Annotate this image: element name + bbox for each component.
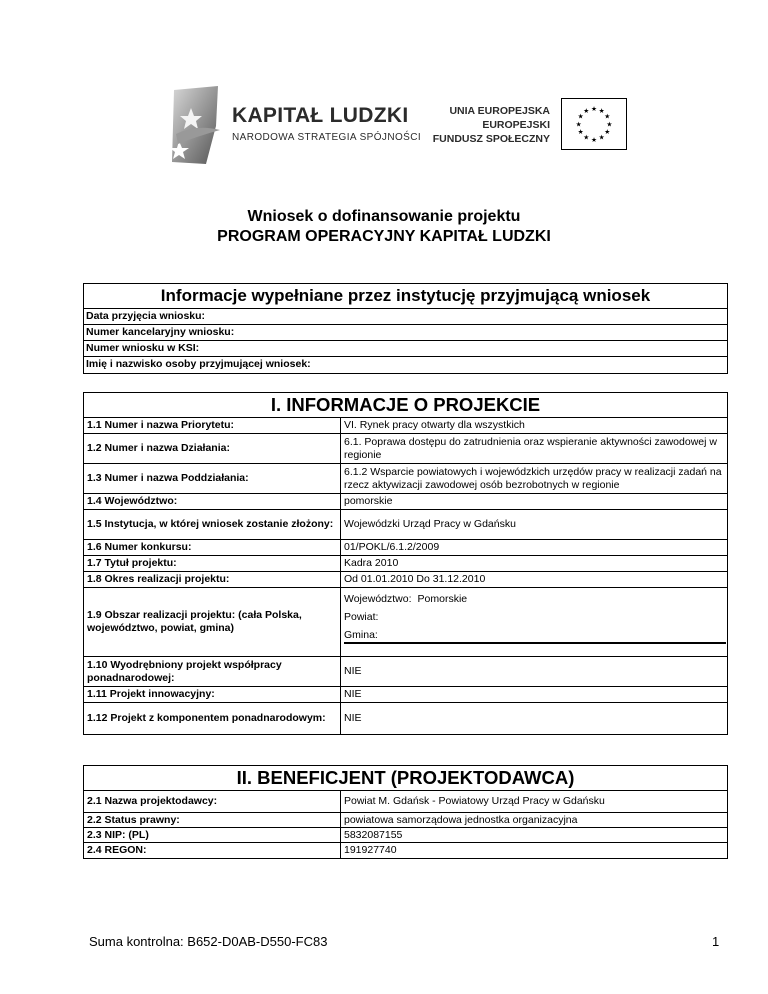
intake-label: Data przyjęcia wniosku: (86, 310, 206, 322)
intake-row-date (84, 309, 727, 325)
eu-star-icon: ★ (577, 112, 584, 121)
project-info-section (83, 392, 728, 735)
project-section-header: I. INFORMACJE O PROJEKCIE (84, 393, 727, 418)
row-value: Powiat M. Gdańsk - Powiatowy Urząd Pracy w Gdańsku (344, 795, 605, 807)
table-row (84, 418, 727, 434)
table-row (84, 464, 727, 494)
row-label: 1.1 Numer i nazwa Priorytetu: (84, 418, 341, 433)
eu-star-icon: ★ (590, 135, 598, 144)
row-value: 6.1.2 Wsparcie powiatowych i wojewódzkich urzędów pracy w realizacji zadań na rzecz aktywizacji zawodowej osób bezrobotnych w regionie (344, 465, 722, 491)
voivodeship-label: Województwo: (344, 593, 412, 605)
row-label: 2.2 Status prawny: (84, 813, 341, 827)
intake-label: Numer kancelaryjny wniosku: (86, 326, 235, 338)
row-value: Kadra 2010 (344, 557, 399, 569)
eu-star-icon: ★ (575, 120, 582, 129)
eu-star-icon: ★ (583, 107, 590, 116)
table-row (84, 540, 727, 556)
area-county (344, 608, 467, 626)
table-row (84, 657, 727, 687)
eu-star-icon: ★ (606, 120, 613, 129)
table-row (84, 572, 727, 588)
eu-star-icon: ★ (598, 133, 605, 142)
intake-row-receiver-name (84, 357, 727, 373)
table-row (84, 813, 727, 828)
project-area-values (341, 588, 727, 656)
intake-row-office-number (84, 325, 727, 341)
row-label: 1.11 Projekt innowacyjny: (84, 687, 341, 702)
eu-line-1: UNIA EUROPEJSKA (449, 105, 550, 117)
row-label: 2.1 Nazwa projektodawcy: (84, 791, 341, 812)
table-row (84, 843, 727, 858)
eu-star-icon: ★ (604, 128, 611, 137)
area-voivodeship (344, 590, 467, 608)
row-label: 1.3 Numer i nazwa Poddziałania: (84, 464, 341, 493)
table-row (84, 434, 727, 464)
voivodeship-value: Pomorskie (417, 593, 468, 605)
county-label: Powiat: (344, 611, 379, 623)
row-value: 191927740 (344, 844, 397, 856)
eu-star-circle-flag-icon (561, 98, 627, 150)
table-row (84, 828, 727, 843)
eu-star-icon: ★ (577, 128, 584, 137)
row-value: 6.1. Poprawa dostępu do zatrudnienia oraz wspieranie aktywności zawodowej w regionie (344, 435, 717, 461)
row-value: NIE (344, 688, 362, 700)
document-title: Wniosek o dofinansowanie projektu (247, 208, 521, 225)
row-label: 1.7 Tytuł projektu: (84, 556, 341, 571)
intake-info-section (83, 283, 728, 374)
eu-star-icon: ★ (604, 112, 611, 121)
table-row (84, 687, 727, 703)
row-value: powiatowa samorządowa jednostka organizacyjna (344, 813, 578, 826)
row-label: 1.4 Województwo: (84, 494, 341, 509)
intake-row-ksi-number (84, 341, 727, 357)
eu-line-2: EUROPEJSKI (482, 119, 550, 131)
page-number: 1 (712, 934, 720, 949)
eu-star-icon: ★ (598, 107, 605, 116)
table-row (84, 791, 727, 813)
eu-star-icon: ★ (590, 105, 598, 114)
row-label: 1.10 Wyodrębniony projekt współpracy ponadnarodowej: (84, 657, 341, 686)
row-value: 5832087155 (344, 828, 403, 841)
row-label: 1.12 Projekt z komponentem ponadnarodowym: (84, 703, 341, 734)
intake-label: Numer wniosku w KSI: (86, 342, 200, 354)
row-value: Od 01.01.2010 Do 31.12.2010 (344, 573, 486, 585)
eu-star-icon: ★ (583, 133, 590, 142)
row-value: Wojewódzki Urząd Pracy w Gdańsku (344, 518, 516, 530)
row-label: 1.9 Obszar realizacji projektu: (cała Polska, województwo, powiat, gmina) (84, 588, 341, 656)
table-row (84, 510, 727, 540)
row-label: 1.6 Numer konkursu: (84, 540, 341, 555)
checksum-footer: Suma kontrolna: B652-D0AB-D550-FC83 (89, 934, 328, 949)
row-value: NIE (344, 665, 362, 677)
star-swirl-emblem-icon (166, 86, 224, 166)
row-value: pomorskie (344, 495, 393, 507)
document-program-title: PROGRAM OPERACYJNY KAPITAŁ LUDZKI (217, 228, 551, 245)
kapital-ludzki-subtitle: NARODOWA STRATEGIA SPÓJNOŚCI (232, 132, 422, 143)
row-label: 2.3 NIP: (PL) (84, 828, 341, 842)
row-label: 2.4 REGON: (84, 843, 341, 858)
table-row (84, 703, 727, 734)
row-value: VI. Rynek pracy otwarty dla wszystkich (344, 419, 525, 431)
row-value: NIE (344, 712, 362, 724)
eu-line-3: FUNDUSZ SPOŁECZNY (432, 133, 550, 145)
eu-logo-text (420, 104, 550, 146)
intake-label: Imię i nazwisko osoby przyjmującej wniosek: (86, 358, 311, 370)
table-row (84, 494, 727, 510)
kapital-ludzki-title: KAPITAŁ LUDZKI (232, 104, 409, 127)
area-divider (344, 642, 726, 644)
intake-section-header: Informacje wypełniane przez instytucję przyjmującą wniosek (84, 284, 727, 309)
row-value: 01/POKL/6.1.2/2009 (344, 541, 440, 553)
row-label: 1.2 Numer i nazwa Działania: (84, 434, 341, 463)
beneficiary-section-header: II. BENEFICJENT (PROJEKTODAWCA) (84, 766, 727, 791)
table-row (84, 556, 727, 572)
beneficiary-section (83, 765, 728, 859)
commune-label: Gmina: (344, 629, 378, 641)
row-label: 1.5 Instytucja, w której wniosek zostanie złożony: (84, 510, 341, 539)
project-area-row (84, 588, 727, 657)
row-label: 1.8 Okres realizacji projektu: (84, 572, 341, 587)
